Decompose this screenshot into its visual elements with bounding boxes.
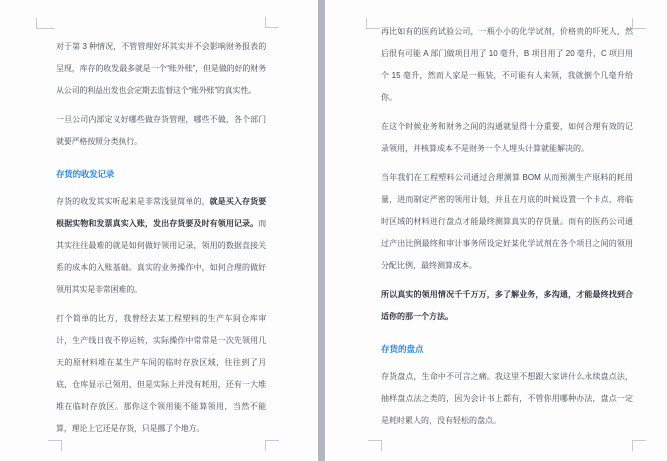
paragraph: [56, 308, 266, 440]
text-run: 存货的收发其实听起来是非常浅显简单的，: [56, 197, 210, 206]
margin-corner-mark: [48, 440, 62, 451]
document-page-1: [0, 0, 318, 461]
text-run: 在这个时候业务和财务之间的沟通就显得十分重要，如何合理有效的记录领用，并核算成本不是财务一个人埋头计算就能解决的。: [381, 122, 633, 153]
page-2-content: [381, 21, 633, 439]
paragraph: [381, 284, 633, 328]
text-run: 对于第 3 种情况，不管管理好坏其实并不会影响财务报表的呈现，库存的收发最多就是一个“账外账”，但是做的好的财务从公司的利益出发也会定期去监督这个“账外账”的真实性。: [56, 42, 266, 95]
text-run: 而其实往往最难的就是如何做好领用记录，领用的数据直接关系的成本的入账基础。真实的业务操作中，如何合理的做好领用其实是非常困难的。: [56, 219, 266, 294]
paragraph: [56, 109, 266, 153]
paragraph: [381, 21, 633, 109]
document-page-2: [325, 0, 667, 461]
margin-corner-mark: [265, 440, 279, 451]
margin-corner-mark: [366, 18, 380, 29]
text-run: 就是买入存货要根据实物和发票真实入账，发出存货要及时有领用记录。: [56, 197, 266, 228]
text-run: 一旦公司内部定义好哪些做存货管理，哪些不做，各个部门就要严格按照分类执行。: [56, 115, 266, 146]
text-run: 打个简单的比方，我曾经去某工程塑料的生产车间仓库审计，生产线日夜不停运转，实际操作中常常是一次先领用几天的原材料堆在某生产车间的临时存放区域，往往到了月底，仓库显示已领用，但是实际上并没有耗用，还有一大堆堆在临时存放区。那你这个领用能不能算领用，当然不能算，理论上它还是存货，只是挪了个地方。: [56, 314, 266, 433]
margin-corner-mark: [632, 18, 646, 29]
paragraph: [381, 116, 633, 160]
margin-corner-mark: [368, 440, 382, 451]
paragraph: [381, 167, 633, 277]
margin-corner-mark: [632, 440, 646, 451]
text-run: 存货的收发记录: [56, 169, 115, 179]
paragraph: [56, 191, 266, 301]
page-gap-divider: [318, 0, 325, 461]
page-1-content: [56, 36, 266, 447]
text-run: 存货的盘点: [381, 344, 424, 354]
text-run: 再比如有的医药试验公司，一瓶小小的化学试剂，价格贵的吓死人，然后很有可能 A 部门做项目用了 10 毫升，B 项目用了 20 毫升，C 项目用个 15 毫升，然而人家是一瓶装，不可能有人来领，我就倒个几毫升给你。: [381, 27, 633, 102]
paragraph: [56, 36, 266, 102]
text-run: 存货盘点，生命中不可言之痛。我这里不想跟大家讲什么永续盘点法，抽样盘点法之类的，因为会计书上都有，不管你用哪种办法，盘点一定是耗时累人的，没有轻松的盘点。: [381, 372, 633, 425]
section-heading: [381, 338, 633, 360]
section-heading: [56, 163, 266, 185]
text-run: 所以真实的领用情况千千万万，多了解业务，多沟通，才能最终找到合适你的那一个方法。: [381, 290, 633, 321]
margin-corner-mark: [36, 18, 55, 29]
text-run: 当年我们在工程塑料公司通过合理测算 BOM 从而预测生产原料的耗用量，进而制定严密的领用计划，并且在月底的时候设置一个卡点，将临时区域的材料进行盘点才能最终测算真实的存货量。而有的医药公司通过产出比例最终和审计事务所设定好某化学试剂在各个项目之间的领用分配比例，最终测算成本。: [381, 173, 633, 270]
paragraph: [381, 366, 633, 432]
margin-corner-mark: [265, 17, 279, 28]
